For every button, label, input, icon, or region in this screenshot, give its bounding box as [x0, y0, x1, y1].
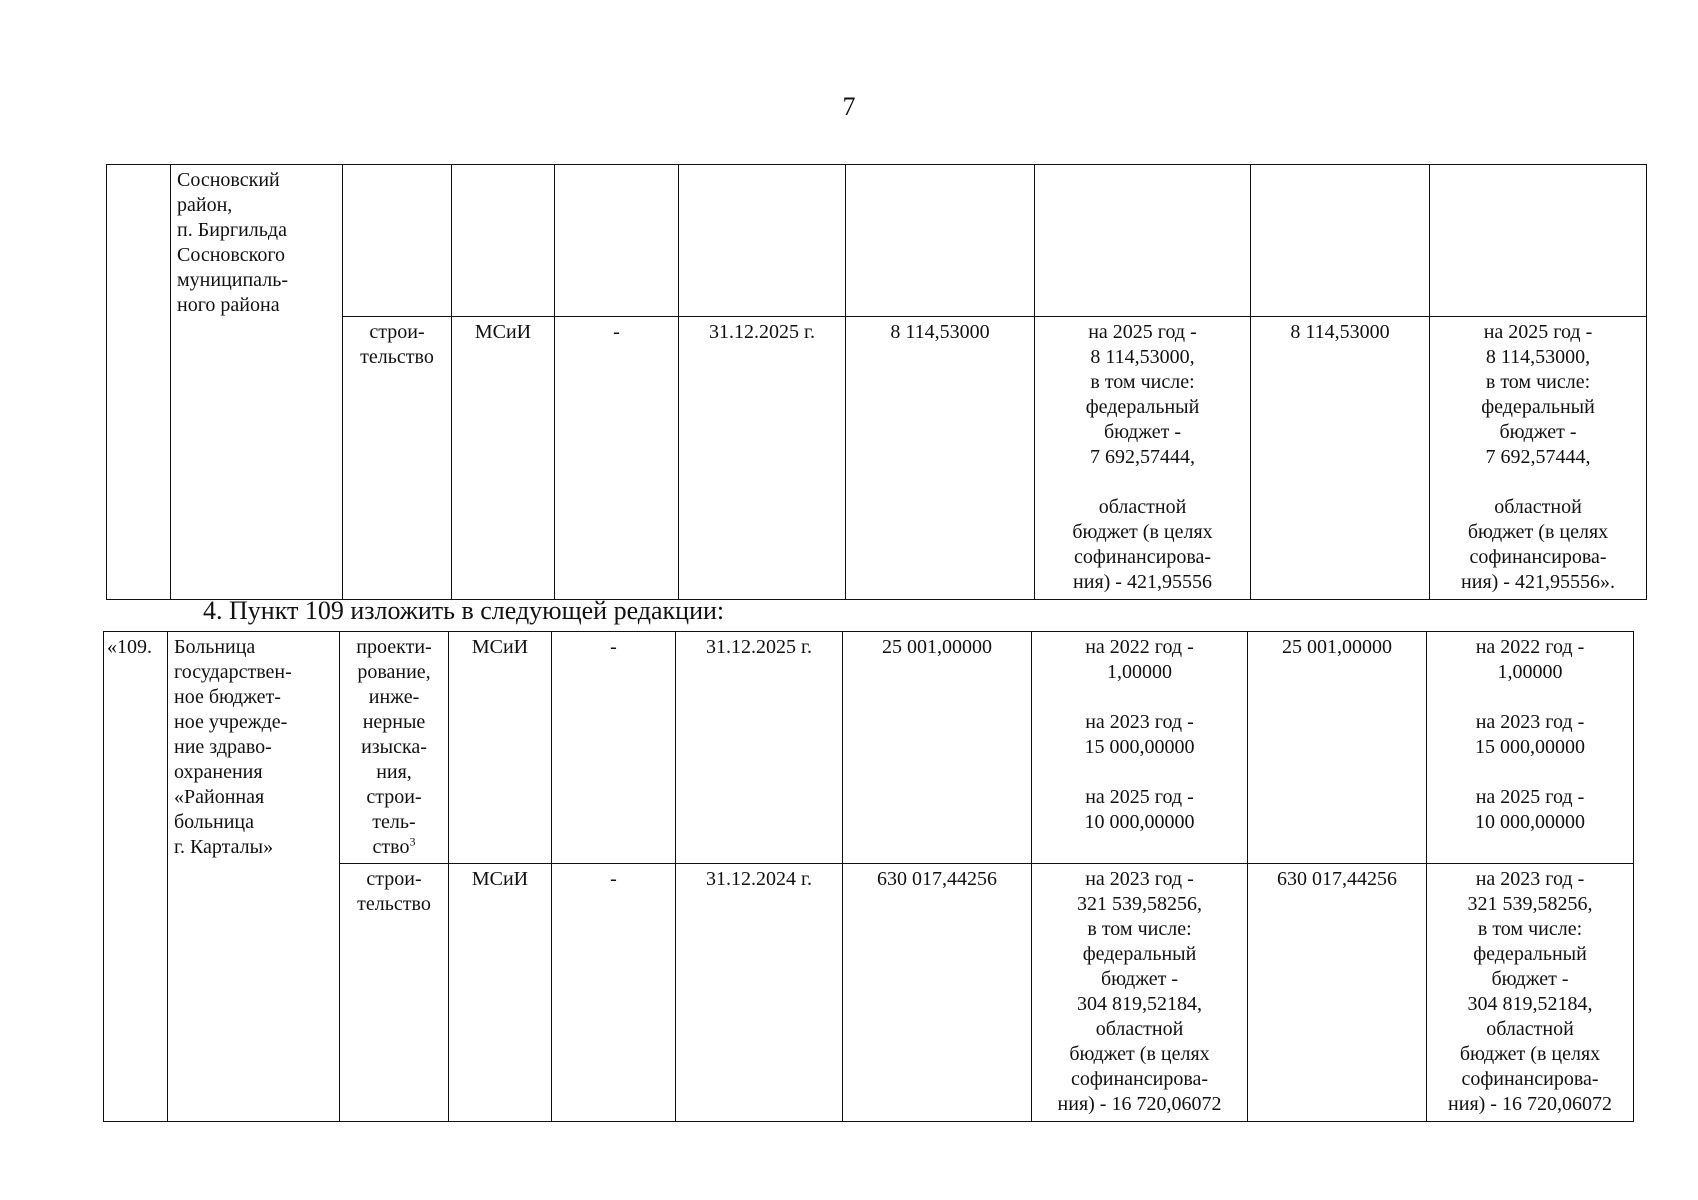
object-name-cell: Больница государствен- ное бюджет- ное учрежде- ние здраво- охранения «Районная больница г. Карталы» [168, 632, 340, 1122]
financing-new-cell: на 2023 год - 321 539,58256, в том числе: федеральный бюджет - 304 819,52184, областной бюджет (в целях софинансирова- ния) - 16 720,06072 [1427, 864, 1634, 1122]
number-cell [107, 165, 171, 600]
financing-new-cell: на 2025 год - 8 114,53000, в том числе: федеральный бюджет - 7 692,57444, областной бюджет (в целях софинансирова- ния) - 421,95556». [1430, 317, 1647, 600]
empty-cell [679, 165, 846, 317]
total-cost-new-cell: 8 114,53000 [1251, 317, 1430, 600]
empty-cell [343, 165, 452, 317]
financing-cell: на 2023 год - 321 539,58256, в том числе: федеральный бюджет - 304 819,52184, областной бюджет (в целях софинансирова- ния) - 16 720,06072 [1032, 864, 1248, 1122]
total-cost-cell: 630 017,44256 [843, 864, 1032, 1122]
object-name-cell: Сосновский район, п. Биргильда Сосновского муниципаль- ного района [171, 165, 343, 600]
work-type-text: проекти- рование, инже- нерные изыска- ния, строи- тель- ство [356, 636, 432, 858]
work-type-cell: строи- тельство [343, 317, 452, 600]
deadline-cell: 31.12.2025 г. [676, 632, 843, 864]
financing-cell: на 2025 год - 8 114,53000, в том числе: федеральный бюджет - 7 692,57444, областной бюджет (в целях софинансирова- ния) - 421,95556 [1035, 317, 1251, 600]
footnote-mark: 3 [409, 834, 416, 849]
empty-cell [1251, 165, 1430, 317]
deadline-cell: 31.12.2025 г. [679, 317, 846, 600]
financing-new-cell: на 2022 год - 1,00000 на 2023 год - 15 000,00000 на 2025 год - 10 000,00000 [1427, 632, 1634, 864]
customer-cell: МСиИ [449, 632, 552, 864]
total-cost-new-cell: 25 001,00000 [1248, 632, 1427, 864]
total-cost-new-cell: 630 017,44256 [1248, 864, 1427, 1122]
empty-cell [452, 165, 555, 317]
paragraph-heading: 4. Пункт 109 изложить в следующей редакции: [203, 596, 725, 625]
page-number: 7 [842, 92, 856, 121]
item-number-cell: «109. [104, 632, 168, 1122]
dash-cell: - [555, 317, 679, 600]
object-table-continued [106, 164, 1647, 600]
work-type-cell: строи- тельство [340, 864, 449, 1122]
empty-cell [1430, 165, 1647, 317]
total-cost-cell: 25 001,00000 [843, 632, 1032, 864]
deadline-cell: 31.12.2024 г. [676, 864, 843, 1122]
total-cost-cell: 8 114,53000 [846, 317, 1035, 600]
customer-cell: МСиИ [449, 864, 552, 1122]
table-row [104, 632, 1634, 864]
table-row [107, 165, 1647, 317]
work-type-cell [340, 632, 449, 864]
customer-cell: МСиИ [452, 317, 555, 600]
empty-cell [846, 165, 1035, 317]
financing-cell: на 2022 год - 1,00000 на 2023 год - 15 000,00000 на 2025 год - 10 000,00000 [1032, 632, 1248, 864]
object-table [103, 631, 1634, 1122]
empty-cell [555, 165, 679, 317]
empty-cell [1035, 165, 1251, 317]
dash-cell: - [552, 632, 676, 864]
dash-cell: - [552, 864, 676, 1122]
